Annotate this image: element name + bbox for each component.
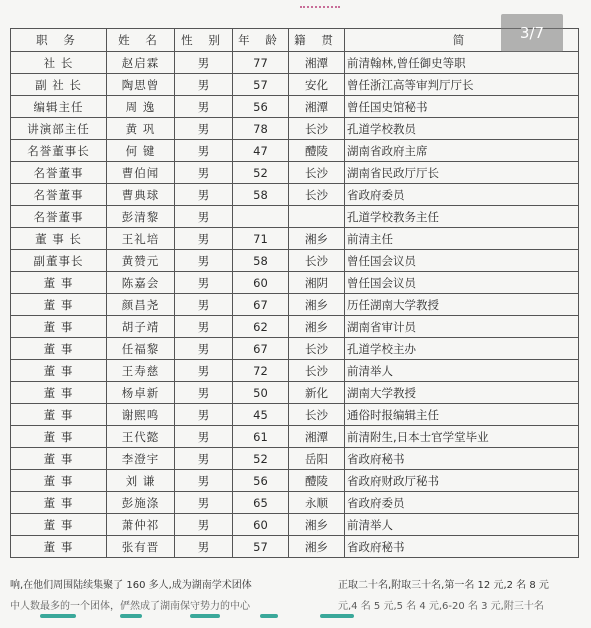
cell-age: 58 (233, 184, 289, 206)
cell-sex: 男 (175, 228, 233, 250)
cell-sex: 男 (175, 118, 233, 140)
cell-position: 董 事 (11, 492, 107, 514)
cell-native: 醴陵 (289, 140, 345, 162)
cell-age: 57 (233, 536, 289, 558)
cell-bio: 孔道学校主办 (345, 338, 579, 360)
cell-position: 副 社 长 (11, 74, 107, 96)
cell-sex: 男 (175, 426, 233, 448)
cell-sex: 男 (175, 316, 233, 338)
cell-sex: 男 (175, 162, 233, 184)
table-header-row (11, 29, 579, 52)
table-body (11, 52, 579, 558)
cell-bio: 曾任浙江高等审判厅厅长 (345, 74, 579, 96)
cell-name: 王代懿 (107, 426, 175, 448)
cell-name: 张有晋 (107, 536, 175, 558)
cell-native: 长沙 (289, 360, 345, 382)
cell-bio: 省政府秘书 (345, 448, 579, 470)
cell-position: 董 事 (11, 294, 107, 316)
cell-age: 77 (233, 52, 289, 74)
cell-bio: 前清主任 (345, 228, 579, 250)
cell-bio: 省政府委员 (345, 492, 579, 514)
cell-name: 陶思曾 (107, 74, 175, 96)
cell-native: 湘乡 (289, 536, 345, 558)
cell-sex: 男 (175, 206, 233, 228)
cell-bio: 前清翰林,曾任御史等职 (345, 52, 579, 74)
cell-native: 长沙 (289, 250, 345, 272)
table-row (11, 250, 579, 272)
cell-position: 董 事 长 (11, 228, 107, 250)
cell-sex: 男 (175, 536, 233, 558)
cell-age: 71 (233, 228, 289, 250)
cell-age: 65 (233, 492, 289, 514)
cell-position: 社 长 (11, 52, 107, 74)
cell-bio: 通俗时报编辑主任 (345, 404, 579, 426)
cell-name: 何 键 (107, 140, 175, 162)
cell-native: 湘乡 (289, 514, 345, 536)
table-row (11, 52, 579, 74)
cell-native: 岳阳 (289, 448, 345, 470)
cell-native: 长沙 (289, 184, 345, 206)
cell-position: 董 事 (11, 272, 107, 294)
body-text-left-line-1: 响,在他们周围陆续集聚了 160 多人,成为湖南学术团体 (10, 580, 252, 591)
top-decoration (300, 6, 340, 14)
table-row (11, 140, 579, 162)
cell-native: 湘阴 (289, 272, 345, 294)
cell-sex: 男 (175, 294, 233, 316)
cell-native: 长沙 (289, 162, 345, 184)
table-row (11, 118, 579, 140)
cell-sex: 男 (175, 52, 233, 74)
header-bio: 简 (345, 29, 579, 52)
cell-native: 安化 (289, 74, 345, 96)
cell-bio: 孔道学校教员 (345, 118, 579, 140)
table-row (11, 360, 579, 382)
cell-bio: 孔道学校教务主任 (345, 206, 579, 228)
cell-bio: 曾任国会议员 (345, 272, 579, 294)
cell-bio: 湖南省审计员 (345, 316, 579, 338)
page-counter[interactable]: 3/7 (501, 14, 563, 52)
cell-position: 名誉董事 (11, 184, 107, 206)
cell-position: 董 事 (11, 404, 107, 426)
cell-sex: 男 (175, 272, 233, 294)
cell-name: 曹伯闻 (107, 162, 175, 184)
cell-position: 董 事 (11, 316, 107, 338)
table-row (11, 404, 579, 426)
cell-age: 58 (233, 250, 289, 272)
cell-sex: 男 (175, 470, 233, 492)
cell-native: 新化 (289, 382, 345, 404)
cell-sex: 男 (175, 514, 233, 536)
header-sex: 性 别 (175, 29, 233, 52)
cell-name: 谢熙鸣 (107, 404, 175, 426)
header-native: 籍 贯 (289, 29, 345, 52)
cell-age: 56 (233, 96, 289, 118)
cell-native: 湘潭 (289, 52, 345, 74)
cell-sex: 男 (175, 250, 233, 272)
body-text-left-line-2: 中人数最多的一个团体，俨然成了湖南保守势力的中心 (10, 601, 250, 612)
cell-native: 长沙 (289, 404, 345, 426)
cell-sex: 男 (175, 360, 233, 382)
cell-age: 56 (233, 470, 289, 492)
cell-sex: 男 (175, 492, 233, 514)
table-row (11, 338, 579, 360)
table-row (11, 514, 579, 536)
cell-sex: 男 (175, 448, 233, 470)
cell-sex: 男 (175, 184, 233, 206)
header-position: 职 务 (11, 29, 107, 52)
cell-position: 副董事长 (11, 250, 107, 272)
cell-age: 52 (233, 448, 289, 470)
table-row (11, 184, 579, 206)
cell-age: 57 (233, 74, 289, 96)
cell-age: 61 (233, 426, 289, 448)
cell-position: 名誉董事 (11, 162, 107, 184)
table-row (11, 448, 579, 470)
cell-age: 67 (233, 338, 289, 360)
cell-name: 彭施涤 (107, 492, 175, 514)
body-text-right-line-2: 元,4 名 5 元,5 名 4 元,6-20 名 3 元,附三十名 (338, 601, 544, 612)
cell-native (289, 206, 345, 228)
cell-sex: 男 (175, 404, 233, 426)
cell-bio: 省政府秘书 (345, 536, 579, 558)
cell-position: 董 事 (11, 382, 107, 404)
cell-sex: 男 (175, 140, 233, 162)
cell-bio: 曾任国史馆秘书 (345, 96, 579, 118)
cell-sex: 男 (175, 382, 233, 404)
cell-position: 董 事 (11, 360, 107, 382)
table-row (11, 206, 579, 228)
cell-name: 萧仲祁 (107, 514, 175, 536)
cell-bio: 湖南大学教授 (345, 382, 579, 404)
cell-sex: 男 (175, 96, 233, 118)
cell-native: 长沙 (289, 118, 345, 140)
cell-bio: 前清举人 (345, 360, 579, 382)
cell-name: 颜昌尧 (107, 294, 175, 316)
table-row (11, 272, 579, 294)
cell-name: 黄 巩 (107, 118, 175, 140)
cell-name: 黄赞元 (107, 250, 175, 272)
table-row (11, 426, 579, 448)
cell-age: 72 (233, 360, 289, 382)
cell-bio: 前清举人 (345, 514, 579, 536)
header-name: 姓 名 (107, 29, 175, 52)
cell-bio: 省政府委员 (345, 184, 579, 206)
cell-bio: 前清附生,日本士官学堂毕业 (345, 426, 579, 448)
table-row (11, 382, 579, 404)
cell-position: 名誉董事 (11, 206, 107, 228)
cell-age: 67 (233, 294, 289, 316)
cell-age: 78 (233, 118, 289, 140)
cell-native: 醴陵 (289, 470, 345, 492)
cell-position: 董 事 (11, 338, 107, 360)
header-age: 年 龄 (233, 29, 289, 52)
cell-bio: 历任湖南大学教授 (345, 294, 579, 316)
table-row (11, 96, 579, 118)
cell-native: 长沙 (289, 338, 345, 360)
cell-age: 50 (233, 382, 289, 404)
body-text-right-line-1: 正取二十名,附取三十名,第一名 12 元,2 名 8 元 (338, 580, 549, 591)
cell-name: 周 逸 (107, 96, 175, 118)
roster-table (10, 28, 579, 558)
cell-name: 赵启霖 (107, 52, 175, 74)
cell-name: 杨卓新 (107, 382, 175, 404)
cell-position: 董 事 (11, 426, 107, 448)
table-row (11, 294, 579, 316)
cell-position: 讲演部主任 (11, 118, 107, 140)
table-row (11, 316, 579, 338)
cell-name: 王寿慈 (107, 360, 175, 382)
cell-bio: 曾任国会议员 (345, 250, 579, 272)
cell-native: 永顺 (289, 492, 345, 514)
cell-age: 62 (233, 316, 289, 338)
cell-position: 董 事 (11, 448, 107, 470)
cell-sex: 男 (175, 74, 233, 96)
cell-sex: 男 (175, 338, 233, 360)
table-row (11, 228, 579, 250)
cell-native: 湘乡 (289, 228, 345, 250)
cell-bio: 省政府财政厅秘书 (345, 470, 579, 492)
cell-age: 52 (233, 162, 289, 184)
bottom-decoration (0, 612, 591, 628)
cell-age (233, 206, 289, 228)
cell-age: 47 (233, 140, 289, 162)
cell-position: 名誉董事长 (11, 140, 107, 162)
cell-bio: 湖南省政府主席 (345, 140, 579, 162)
cell-native: 湘潭 (289, 426, 345, 448)
cell-age: 45 (233, 404, 289, 426)
cell-position: 董 事 (11, 470, 107, 492)
cell-position: 董 事 (11, 514, 107, 536)
cell-position: 董 事 (11, 536, 107, 558)
table-row (11, 470, 579, 492)
table-row (11, 74, 579, 96)
cell-age: 60 (233, 272, 289, 294)
cell-native: 湘潭 (289, 96, 345, 118)
cell-name: 刘 谦 (107, 470, 175, 492)
cell-position: 编辑主任 (11, 96, 107, 118)
cell-name: 曹典球 (107, 184, 175, 206)
cell-name: 任福黎 (107, 338, 175, 360)
cell-native: 湘乡 (289, 294, 345, 316)
cell-name: 王礼培 (107, 228, 175, 250)
cell-bio: 湖南省民政厅厅长 (345, 162, 579, 184)
cell-age: 60 (233, 514, 289, 536)
table-row (11, 536, 579, 558)
table-row (11, 492, 579, 514)
cell-name: 李澄宇 (107, 448, 175, 470)
cell-name: 彭清黎 (107, 206, 175, 228)
cell-name: 陈嘉会 (107, 272, 175, 294)
cell-native: 湘乡 (289, 316, 345, 338)
cell-name: 胡子靖 (107, 316, 175, 338)
table-row (11, 162, 579, 184)
